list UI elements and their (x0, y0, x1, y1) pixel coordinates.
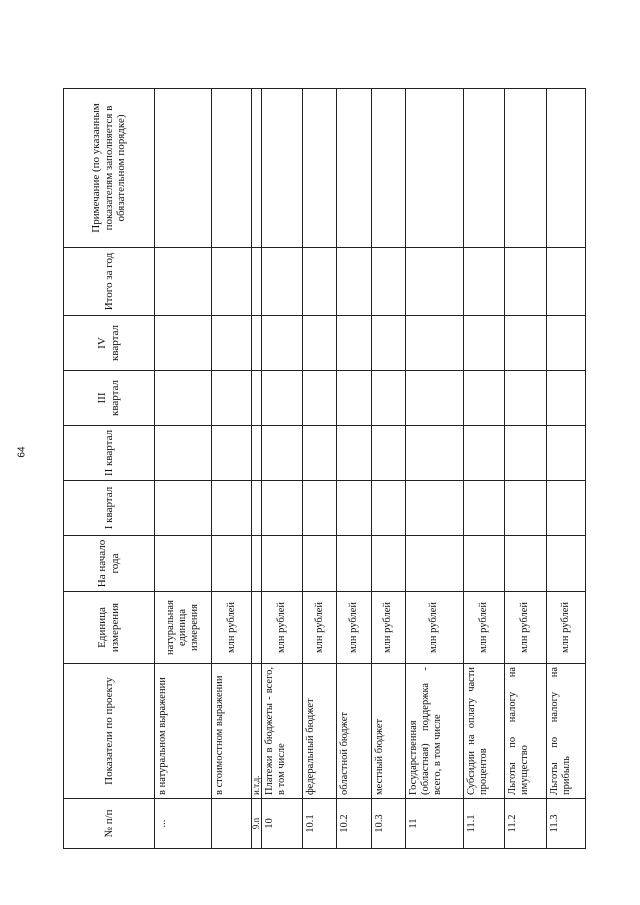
row-unit: млн рублей (371, 592, 405, 664)
table-cell (405, 89, 463, 248)
table-cell (546, 426, 585, 481)
table-cell (155, 481, 212, 536)
table-cell (261, 481, 302, 536)
table-cell (371, 426, 405, 481)
table-cell (463, 371, 504, 426)
row-indicator: Платежи в бюджеты - всего, в том числе (261, 664, 302, 799)
row-number: 11 (405, 799, 463, 849)
column-header: IV квартал (64, 316, 155, 371)
table-row (505, 89, 546, 849)
row-number: 10.2 (337, 799, 371, 849)
table-row (463, 89, 504, 849)
column-header: № п/п (64, 799, 155, 849)
table-cell (212, 316, 252, 371)
table-cell (155, 89, 212, 248)
table-cell (155, 248, 212, 316)
table-cell (463, 481, 504, 536)
column-header: III квартал (64, 371, 155, 426)
table-cell (337, 481, 371, 536)
table-cell (546, 536, 585, 592)
table-cell (303, 248, 337, 316)
table-cell (546, 371, 585, 426)
report-table-container (63, 89, 586, 849)
column-header: I квартал (64, 481, 155, 536)
row-indicator: в стоимостном выражении (212, 664, 252, 799)
table-cell (252, 248, 261, 316)
row-indicator: в натуральном выражении (155, 664, 212, 799)
table-row (546, 89, 585, 849)
table-cell (212, 481, 252, 536)
table-cell (261, 371, 302, 426)
table-cell (463, 316, 504, 371)
table-cell (546, 316, 585, 371)
row-unit: млн рублей (505, 592, 546, 664)
report-table (63, 88, 586, 849)
table-cell (303, 89, 337, 248)
row-indicator: Льготы по налогу на прибыль (546, 664, 585, 799)
column-header: Итого за год (64, 248, 155, 316)
table-cell (463, 426, 504, 481)
row-unit (252, 592, 261, 664)
table-cell (252, 426, 261, 481)
column-header: На начало года (64, 536, 155, 592)
row-number: ... (155, 799, 212, 849)
row-number: 11.3 (546, 799, 585, 849)
table-cell (337, 248, 371, 316)
table-row (261, 89, 302, 849)
table-cell (212, 371, 252, 426)
row-unit: млн рублей (463, 592, 504, 664)
table-cell (371, 371, 405, 426)
table-cell (505, 248, 546, 316)
table-cell (303, 316, 337, 371)
table-cell (303, 536, 337, 592)
table-cell (405, 248, 463, 316)
row-unit: млн рублей (303, 592, 337, 664)
table-cell (463, 536, 504, 592)
table-cell (252, 89, 261, 248)
table-row (337, 89, 371, 849)
table-cell (463, 248, 504, 316)
table-header-row (64, 89, 155, 849)
row-unit: млн рублей (337, 592, 371, 664)
table-cell (261, 248, 302, 316)
table-row (155, 89, 212, 849)
row-unit: млн рублей (546, 592, 585, 664)
table-cell (505, 426, 546, 481)
row-indicator: Субсидии на оплату части процентов (463, 664, 504, 799)
table-cell (252, 371, 261, 426)
column-header: Показатели по проекту (64, 664, 155, 799)
table-cell (252, 481, 261, 536)
table-cell (261, 89, 302, 248)
table-cell (303, 481, 337, 536)
table-cell (337, 426, 371, 481)
table-cell (337, 89, 371, 248)
table-row (371, 89, 405, 849)
table-cell (212, 89, 252, 248)
table-cell (155, 426, 212, 481)
table-cell (405, 426, 463, 481)
table-cell (303, 371, 337, 426)
row-unit: млн рублей (405, 592, 463, 664)
row-indicator: местный бюджет (371, 664, 405, 799)
table-cell (261, 316, 302, 371)
table-row (405, 89, 463, 849)
table-cell (212, 248, 252, 316)
table-cell (505, 316, 546, 371)
table-cell (371, 248, 405, 316)
table-cell (155, 316, 212, 371)
table-cell (261, 426, 302, 481)
table-cell (405, 481, 463, 536)
row-unit: натуральная единица измерения (155, 592, 212, 664)
column-header: Примечание (по указанным показателям заполняется в обязательном порядке) (64, 89, 155, 248)
row-number: 9.n (252, 799, 261, 849)
table-cell (155, 371, 212, 426)
table-cell (463, 89, 504, 248)
table-cell (546, 248, 585, 316)
table-row (252, 89, 261, 849)
row-unit: млн рублей (212, 592, 252, 664)
row-unit: млн рублей (261, 592, 302, 664)
row-indicator: областной бюджет (337, 664, 371, 799)
table-cell (252, 536, 261, 592)
row-indicator: Государственная (областная) поддержка - всего, в том числе (405, 664, 463, 799)
table-cell (261, 536, 302, 592)
column-header: Единица измерения (64, 592, 155, 664)
table-cell (505, 481, 546, 536)
row-number: 10.3 (371, 799, 405, 849)
table-cell (505, 371, 546, 426)
row-indicator: Льготы по налогу на имущество (505, 664, 546, 799)
row-indicator: федеральный бюджет (303, 664, 337, 799)
table-cell (546, 481, 585, 536)
table-cell (546, 89, 585, 248)
table-cell (505, 89, 546, 248)
table-row (212, 89, 252, 849)
table-cell (252, 316, 261, 371)
table-cell (337, 371, 371, 426)
table-cell (371, 316, 405, 371)
table-row (303, 89, 337, 849)
table-cell (371, 481, 405, 536)
table-cell (371, 89, 405, 248)
table-cell (155, 536, 212, 592)
table-cell (337, 536, 371, 592)
row-number: 11.1 (463, 799, 504, 849)
row-number: 10 (261, 799, 302, 849)
page-number: 64 (16, 446, 28, 458)
table-cell (371, 536, 405, 592)
table-cell (405, 371, 463, 426)
table-cell (405, 536, 463, 592)
table-cell (212, 536, 252, 592)
row-number (212, 799, 252, 849)
column-header: II квартал (64, 426, 155, 481)
table-cell (405, 316, 463, 371)
table-cell (212, 426, 252, 481)
table-cell (303, 426, 337, 481)
row-number: 11.2 (505, 799, 546, 849)
table-cell (337, 316, 371, 371)
table-cell (505, 536, 546, 592)
row-indicator: и.т.д. (252, 664, 261, 799)
row-number: 10.1 (303, 799, 337, 849)
